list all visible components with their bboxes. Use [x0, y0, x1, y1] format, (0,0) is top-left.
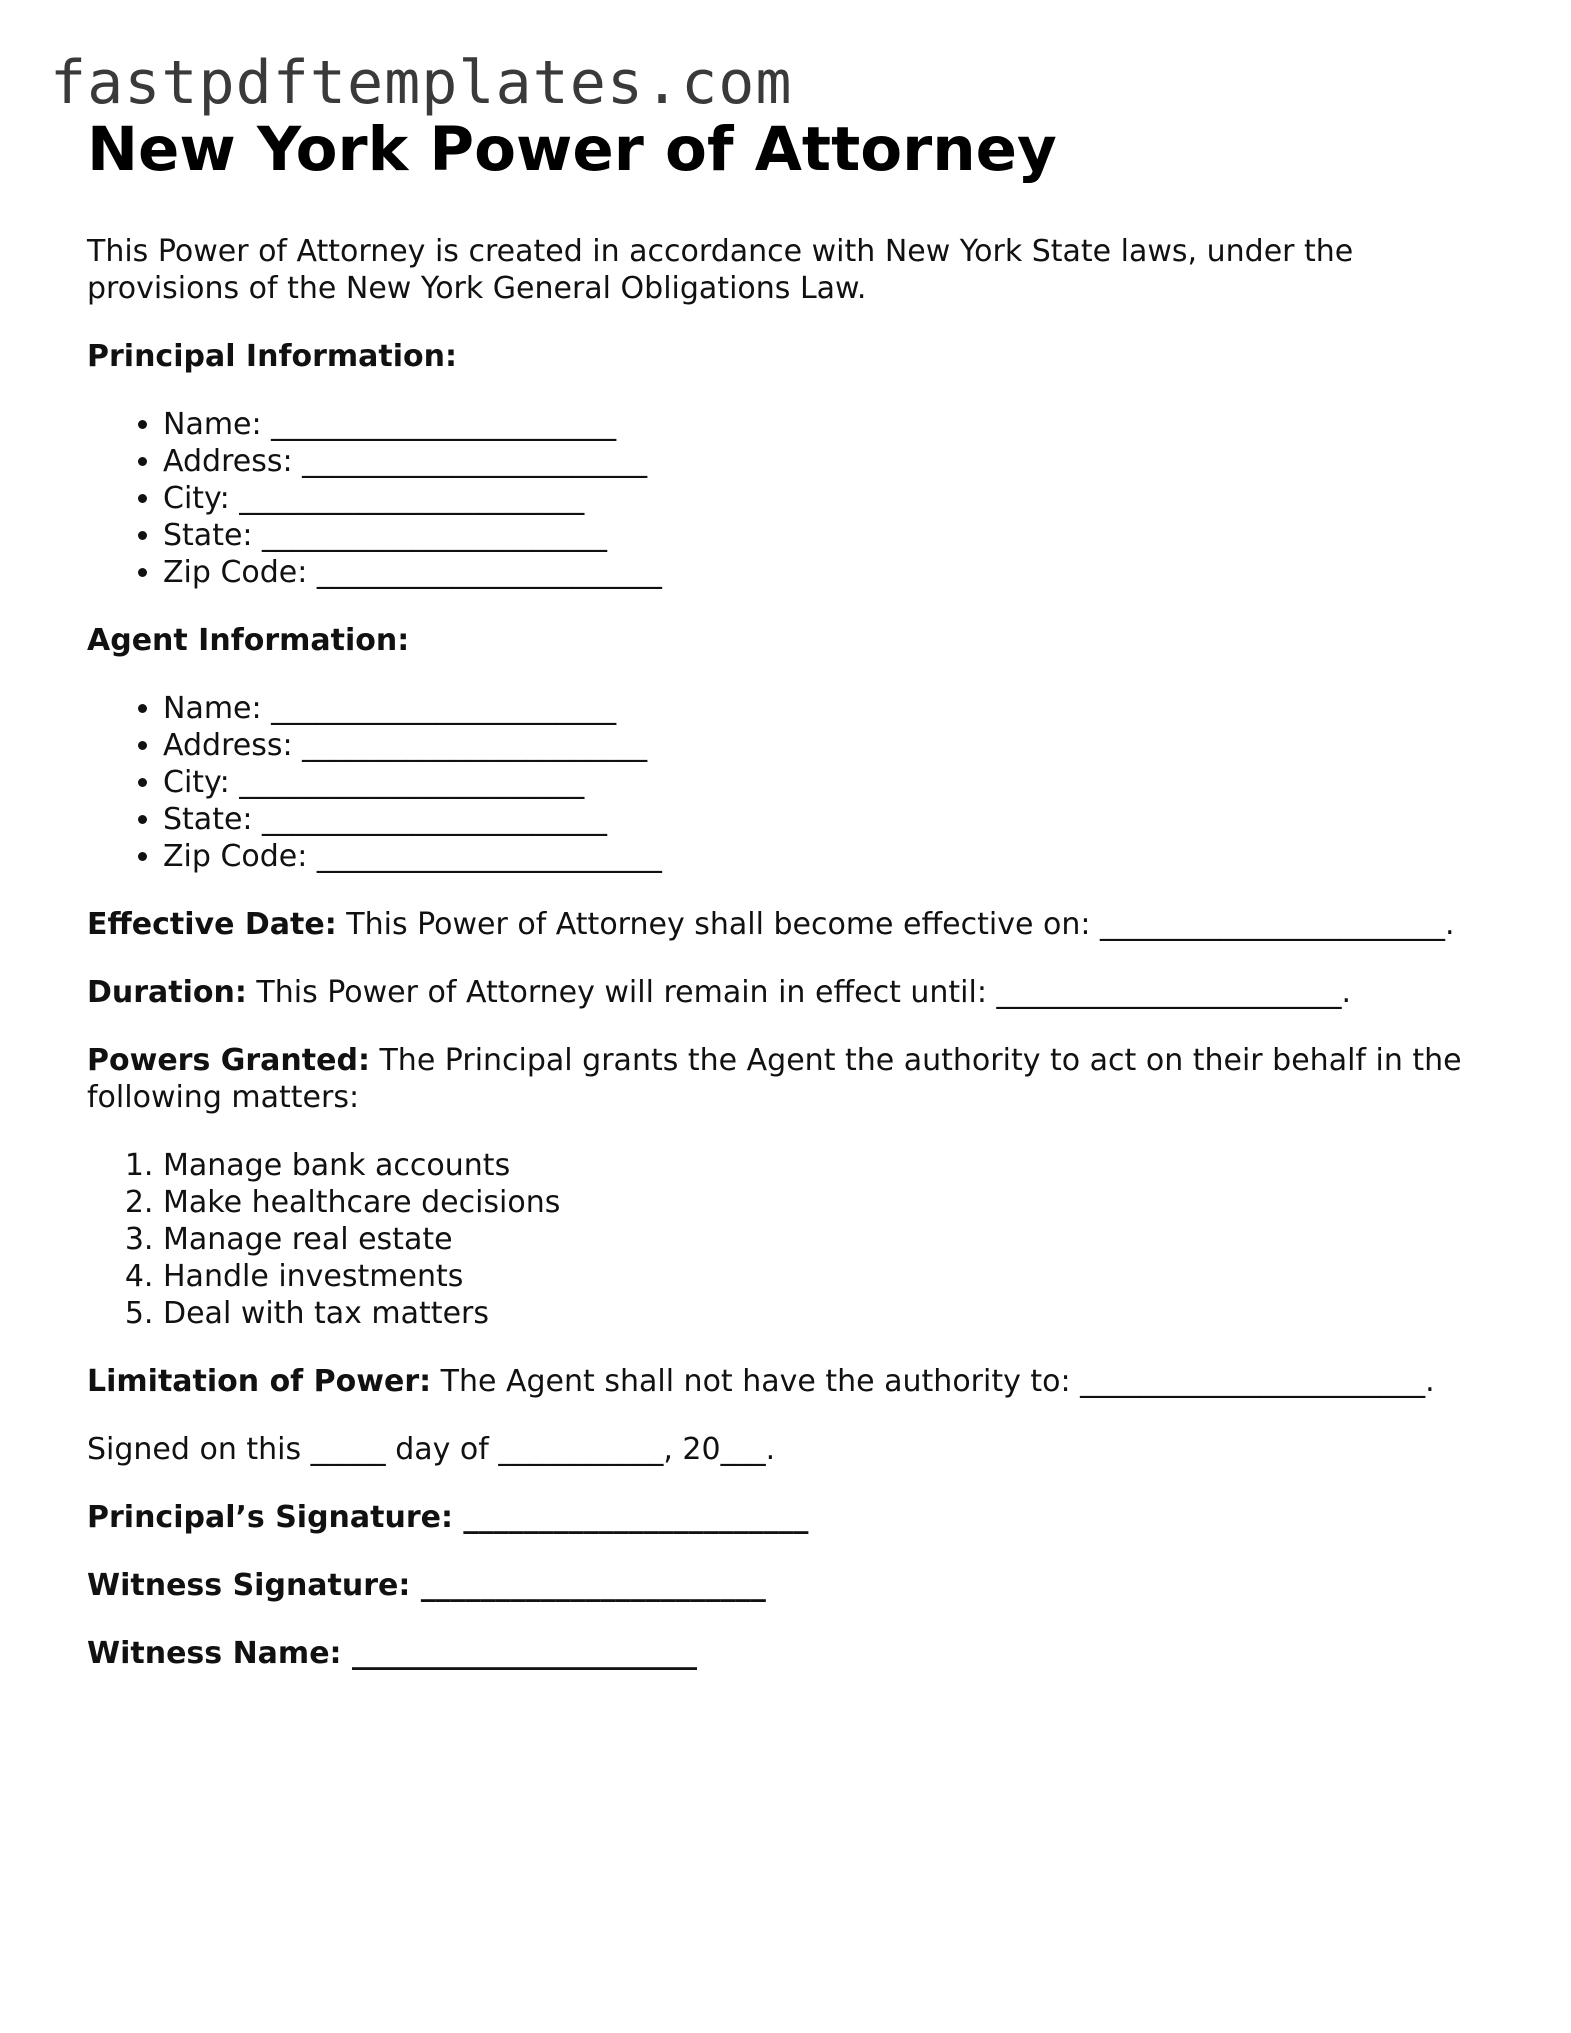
power-item: 4. Handle investments [163, 1258, 1507, 1295]
limitation-text: The Agent shall not have the authority to: _______________________. [431, 1364, 1435, 1399]
duration-label: Duration: [87, 975, 247, 1010]
principal-signature-line: Principal’s Signature: _______________________ [87, 1500, 809, 1535]
principal-heading: Principal Information: [87, 339, 458, 374]
duration-paragraph [87, 974, 1507, 1011]
watermark: fastpdftemplates.com [50, 48, 793, 118]
principal-state-field: • State: _______________________ [163, 517, 1507, 554]
agent-fields-list [87, 690, 1507, 875]
principal-city-field: • City: _______________________ [163, 480, 1507, 517]
effective-date-text: This Power of Attorney shall become effective on: _______________________. [336, 907, 1455, 942]
agent-state-field: • State: _______________________ [163, 801, 1507, 838]
principal-zip-field: • Zip Code: _______________________ [163, 554, 1507, 591]
powers-list [87, 1147, 1507, 1332]
powers-paragraph [87, 1042, 1507, 1116]
power-item: 5. Deal with tax matters [163, 1295, 1507, 1332]
power-item: 3. Manage real estate [163, 1221, 1507, 1258]
duration-text: This Power of Attorney will remain in effect until: _______________________. [246, 975, 1352, 1010]
principal-name-field: • Name: _______________________ [163, 406, 1507, 443]
power-item: 2. Make healthcare decisions [163, 1184, 1507, 1221]
effective-date-label: Effective Date: [87, 907, 337, 942]
agent-address-field: • Address: _______________________ [163, 727, 1507, 764]
agent-name-field: • Name: _______________________ [163, 690, 1507, 727]
witness-name-line: Witness Name: _______________________ [87, 1636, 697, 1671]
intro-paragraph: This Power of Attorney is created in accordance with New York State laws, under the provisions of the New York General Obligations Law. [87, 234, 1354, 306]
limitation-label: Limitation of Power: [87, 1364, 432, 1399]
principal-fields-list [87, 406, 1507, 591]
limitation-paragraph [87, 1363, 1507, 1400]
agent-zip-field: • Zip Code: _______________________ [163, 838, 1507, 875]
principal-address-field: • Address: _______________________ [163, 443, 1507, 480]
witness-signature-line: Witness Signature: _______________________ [87, 1568, 766, 1603]
effective-date-paragraph [87, 906, 1507, 943]
document-title: New York Power of Attorney [87, 114, 1057, 185]
powers-label: Powers Granted: [87, 1043, 370, 1078]
signed-on-line: Signed on this _____ day of ___________, 20___. [87, 1432, 776, 1467]
document-body [87, 110, 1507, 1672]
agent-heading: Agent Information: [87, 623, 410, 658]
power-item: 1. Manage bank accounts [163, 1147, 1507, 1184]
powers-text: The Principal grants the Agent the authority to act on their behalf in the following matters: [87, 1043, 1462, 1115]
agent-city-field: • City: _______________________ [163, 764, 1507, 801]
